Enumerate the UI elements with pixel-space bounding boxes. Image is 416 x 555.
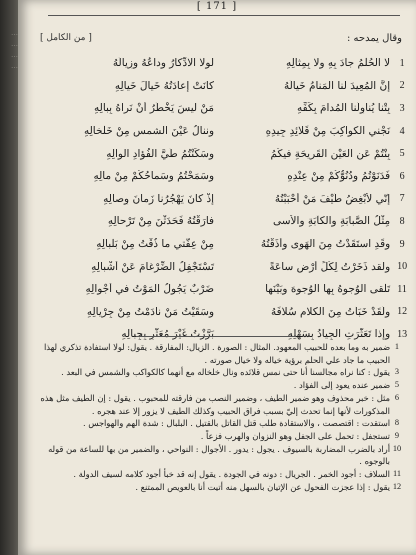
footnote-text bbox=[38, 379, 390, 392]
header-rule bbox=[48, 15, 400, 16]
verse-number: 13 bbox=[397, 328, 408, 340]
page-number: [ 171 ] bbox=[196, 1, 238, 12]
verse-number: 4 bbox=[399, 125, 405, 137]
verse-second-hemistich: إذْ كانَ يَهْجُرُنا زَمانَ وِصالِهِ bbox=[103, 192, 215, 205]
footnote-number: 12 bbox=[392, 481, 402, 491]
footnote-number: 8 bbox=[394, 418, 400, 428]
footnote-text bbox=[38, 392, 390, 417]
verse-first-hemistich: ولقد ذَخَرْتُ لِكُلِّ أرْضٍ ساعَةً bbox=[269, 260, 391, 273]
footnote-text bbox=[38, 468, 390, 481]
verse-second-hemistich: وننالُ عَيْنَ الشمسِ مِنْ خَلْخالِهِ bbox=[83, 125, 215, 138]
footnote bbox=[38, 430, 404, 443]
footnote-line: ضمير به وما بعده للحبيب المعهود. المثال : الصورة . الزيال: المفارقة . يقول: لولا استفادة تذكري لهذا bbox=[43, 342, 390, 352]
footnote-number: 1 bbox=[394, 342, 400, 351]
verse-number: 12 bbox=[397, 306, 408, 318]
book-page bbox=[18, 0, 416, 555]
verse-number: 8 bbox=[399, 215, 405, 227]
verse-first-hemistich: وقَدِ استَقَدْتُ مِنَ الهَوى وأذَقْتُهُ bbox=[260, 238, 391, 251]
verse-first-hemistich: فَدَنَوْتُمُ ودُنُوُّكُمْ مِنْ عِنْدِهِ bbox=[287, 170, 391, 183]
footnote-line: السلاف : أجود الخمر . الجريال : دونه في الجودة . يقول إنه قد خبأ أجود كلامه لسيف الدولة . bbox=[73, 469, 390, 480]
verse-second-hemistich: كانَتْ إِعادَتُهُ خَيالَ خَيالِهِ bbox=[114, 79, 215, 92]
adjacent-page-text: ⋯ ⋯ ⋯ ⋯ bbox=[11, 31, 18, 72]
footnote-text bbox=[38, 417, 390, 430]
footnote-text bbox=[38, 366, 390, 379]
footnote bbox=[38, 417, 404, 430]
verse-first-hemistich: ولَقَدْ خَبَأْتُ مِنَ الكلامِ سُلافَهُ bbox=[270, 305, 391, 318]
verse-number: 1 bbox=[399, 57, 405, 69]
verse-first-hemistich: إِنّي لأُبْغِضُ طَيْفَ مَنْ أَحْبَبْتُهُ bbox=[274, 192, 391, 205]
verse-first-hemistich: وإذا تَعَثَّرَتِ الجِيادُ بِسَهْلِهِ bbox=[287, 328, 391, 341]
footnote-number: 11 bbox=[393, 469, 401, 479]
verse-row bbox=[40, 210, 410, 233]
verse-number: 3 bbox=[399, 102, 405, 114]
footnote-number: 5 bbox=[394, 380, 400, 390]
footnote-text bbox=[38, 341, 390, 366]
footnote bbox=[38, 481, 404, 494]
footnote-line: المذكورات لأنها إنما تحدث إليّ بسبب فراق الحبيب وكذلك الطيف لا يزور إلا عند هجره . bbox=[91, 405, 390, 416]
verse-row bbox=[40, 75, 410, 98]
verse-second-hemistich: وسَكَنْتُمُ طَيَّ الفُؤادِ الوالِهِ bbox=[106, 147, 215, 160]
verse-second-hemistich: بَرَّزْتُ غَيْرَ مُعَثَّرٍ بِجِبالِهِ bbox=[121, 328, 215, 341]
footnote-number: 10 bbox=[392, 443, 402, 453]
footnote bbox=[38, 341, 404, 366]
verse-row bbox=[40, 142, 410, 165]
verse-second-hemistich: مَنْ ليسَ يَخْطُرُ أنْ نَراهُ بِبالِهِ bbox=[93, 102, 215, 115]
verse-first-hemistich: إِنَّ المُعِيدَ لنا المَنامُ خَيالَهُ bbox=[283, 79, 391, 92]
poem-meter: [ من الكامل ] bbox=[40, 33, 92, 43]
verse-number: 5 bbox=[399, 148, 405, 160]
verse-second-hemistich: وسَقَيْتُ مَنْ نادَمْتُ مِنْ جِرْيالِهِ bbox=[86, 305, 215, 318]
poem-intro: وقال يمدحه : bbox=[346, 33, 402, 44]
verse-number: 11 bbox=[397, 283, 407, 295]
verse-first-hemistich: مِثْلُ الصَّبابَةِ والكآبَةِ والأسى bbox=[273, 215, 391, 228]
verse-list bbox=[40, 52, 410, 346]
verse-second-hemistich: ضَرْبٌ يَجُولُ المَوْتُ في أجْوالِهِ bbox=[85, 283, 215, 296]
footnote bbox=[38, 443, 404, 468]
footnote-text bbox=[38, 430, 390, 443]
verse-second-hemistich: وسَمَحْتُمُ وسَماحُكُمْ مِنْ مالِهِ bbox=[93, 170, 215, 183]
footnote-line: مثل : خبر محذوف وهو ضمير الطيف ، وضمير النصب من فارقته للمحبوب . يقول : إن الطيف مثل هذه bbox=[40, 392, 390, 403]
verse-row bbox=[40, 301, 410, 324]
footnote-line: يقول : إذا عجزت الفحول عن الإتيان بالسهل منه أتيت أنا بالعويص الممتنع . bbox=[135, 481, 390, 492]
footnote-line: استقدت : اقتصصت ، والاستقادة طلب قتل القاتل بالقتيل . البلبال : شدة الهم والهواجس . bbox=[83, 418, 390, 429]
verse-number: 6 bbox=[399, 170, 405, 182]
verse-first-hemistich: بِنْتُمْ عَنِ العَيْنِ القَريحَةِ فيكُمُ bbox=[270, 147, 391, 160]
footnote-number: 9 bbox=[394, 430, 400, 440]
verse-row bbox=[40, 233, 410, 256]
footnote-line: ضمير عنده يعود إلى الفؤاد . bbox=[293, 380, 390, 391]
verse-number: 2 bbox=[399, 80, 405, 92]
footnote-line: تستجفل : تحمل على الجفل وهو النزوان والهرب فزعاً . bbox=[200, 430, 390, 441]
verse-first-hemistich: تَلْقى الوُجوهُ بِها الوُجوهَ وبَيْنَها bbox=[265, 283, 391, 296]
verse-first-hemistich: بِتْنا يُناوِلُنا المُدامَ بِكَفِّهِ bbox=[296, 102, 391, 115]
verse-second-hemistich: لولا الادِّكارُ وداعُهُ وزِيالُهُ bbox=[112, 57, 215, 70]
footnote-number: 3 bbox=[394, 367, 400, 377]
verse-number: 7 bbox=[399, 193, 405, 205]
verse-row bbox=[40, 188, 410, 211]
footnote bbox=[38, 366, 404, 379]
footnote-line: الحبيب ما جاد علي الحلم برؤية خياله ولا خيال صورته . bbox=[204, 354, 390, 365]
footnote-line: يقول : كنا نراه مجالسنا أنا حتى نمس قلائده ونال خلخاله مع أنهما كالكواكب والشمس في البعد . bbox=[61, 367, 390, 378]
footnote-divider bbox=[136, 336, 296, 337]
verse-second-hemistich: فارَقْتُهُ فَحَدَثْنَ مِنْ تَرْحالِهِ bbox=[107, 215, 215, 228]
footnote-line: بالوجوه . bbox=[359, 456, 390, 467]
footnote-line: أراد بالضرب المضاربة بالسيوف . يجول : يدور . الأجوال : النواحي ، والضمير من بها للساعة من قوله bbox=[48, 443, 390, 454]
verse-second-hemistich: تَسْتَجْفِلُ الضِّرْغامَ عَنْ أشْبالِهِ bbox=[91, 260, 215, 273]
verse-row bbox=[40, 165, 410, 188]
verse-row bbox=[40, 120, 410, 143]
footnotes bbox=[38, 341, 404, 493]
footnote bbox=[38, 468, 404, 481]
verse-row bbox=[40, 278, 410, 301]
verse-row bbox=[40, 52, 410, 75]
verse-number: 9 bbox=[399, 238, 405, 250]
verse-row bbox=[40, 255, 410, 278]
footnote-text bbox=[38, 481, 390, 494]
verse-first-hemistich: لا الحُلْمُ جادَ بِهِ ولا بِمِثالِهِ bbox=[285, 57, 391, 70]
verse-first-hemistich: نَجْني الكواكِبَ مِنْ قَلائِدِ جِيدِهِ bbox=[265, 125, 391, 138]
verse-number: 10 bbox=[397, 261, 408, 273]
verse-second-hemistich: مِنْ عِفَّتي ما ذُقْتُ مِنْ بَلْبالِهِ bbox=[96, 238, 215, 251]
footnote-text bbox=[38, 443, 390, 468]
footnote bbox=[38, 379, 404, 392]
footnote bbox=[38, 392, 404, 417]
footnote-number: 6 bbox=[394, 392, 400, 402]
verse-row bbox=[40, 97, 410, 120]
